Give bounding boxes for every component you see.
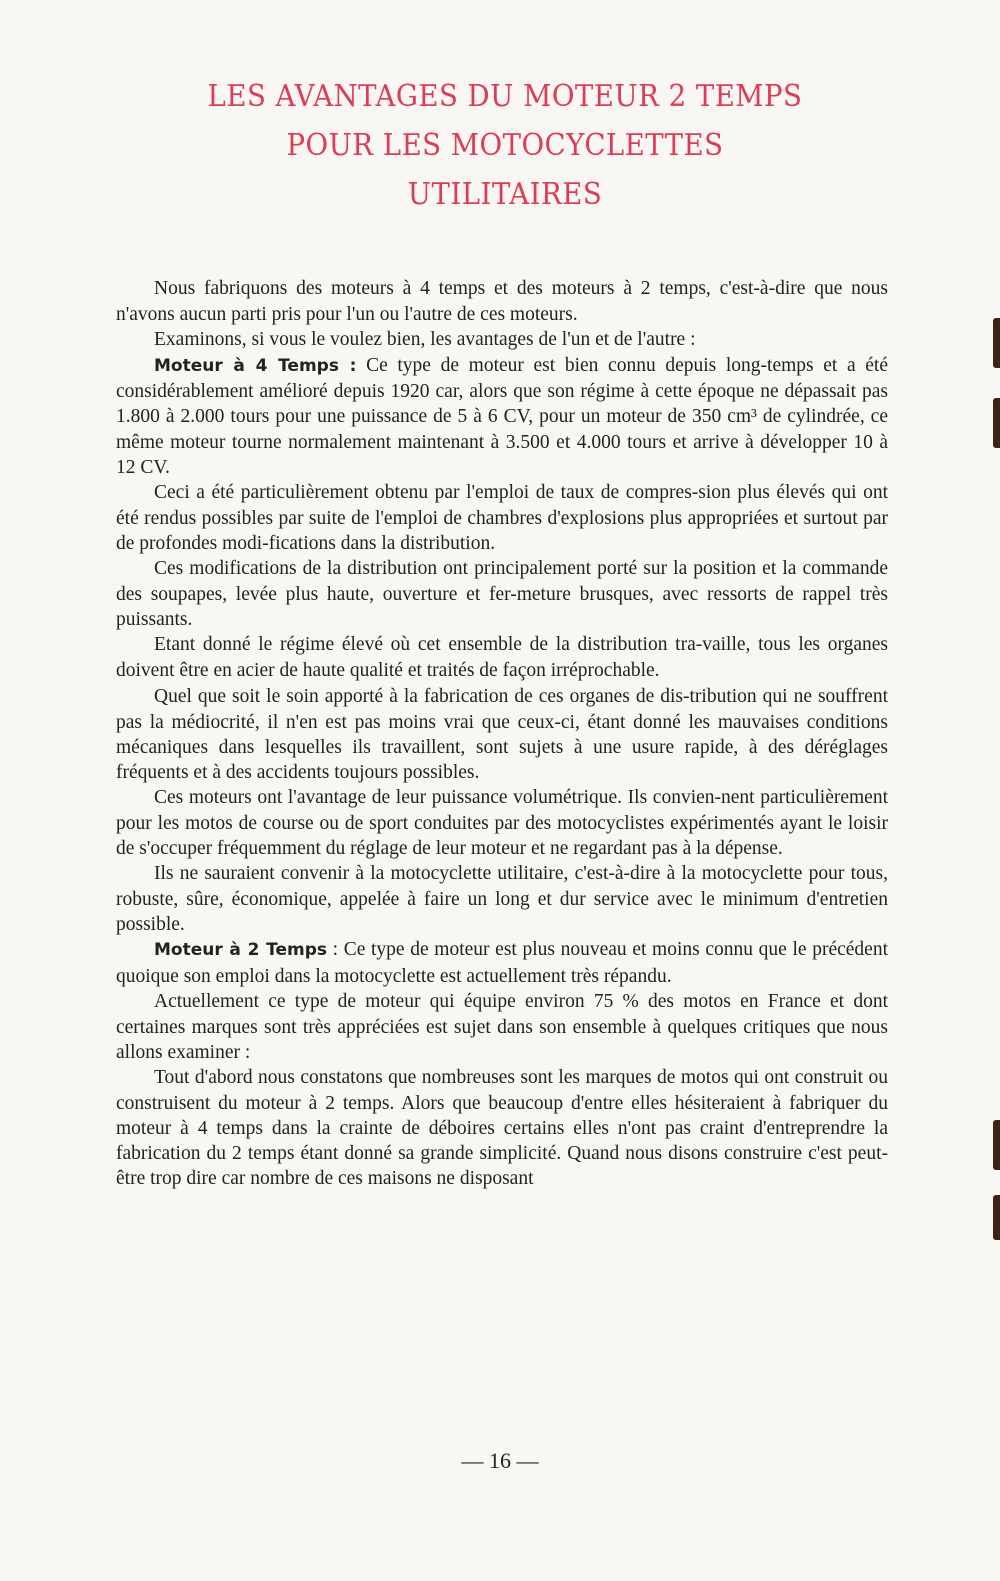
paragraph-text: Ces modifications de la distribution ont principalement porté sur la position et la commande des soupapes, levée plus haute, ouverture et fer-meture brusques, avec ressorts de rappel très puissants.: [116, 558, 888, 631]
paragraph-two-stroke: [116, 937, 888, 988]
paragraph-text: Quel que soit le soin apporté à la fabrication de ces organes de dis-tribution qui ne souffrent pas la médiocrité, il n'en est pas moins vrai que ceux-ci, étant donné les mauvaises conditions mécaniques dans lesquelles ils travaillent, sont sujets à une usure rapide, à des déréglages fréquents et à des accidents toujours possibles.: [116, 685, 888, 783]
page-number: — 16 —: [461, 1448, 539, 1473]
page-title: [132, 72, 877, 219]
paragraph: [116, 556, 888, 632]
binding-edge-mark: [993, 398, 1000, 448]
paragraph-text: Ils ne sauraient convenir à la motocyclette utilitaire, c'est-à-dire à la motocyclette pour tous, robuste, sûre, économique, appelée à faire un long et dur service avec le minimum d'entretien possible.: [116, 863, 888, 936]
paragraph-text: Tout d'abord nous constatons que nombreuses sont les marques de motos qui ont construit ou construisent du moteur à 2 temps. Alors que beaucoup d'entre elles hésiteraient à fabriquer du moteur à 4 temps dans la crainte de déboires certains elles n'ont pas craint d'entreprendre la fabrication du 2 temps étant donné sa grande simplicité. Quand nous disons construire c'est peut-être trop dire car nombre de ces maisons ne disposant: [116, 1066, 888, 1190]
binding-edge-mark: [993, 318, 1000, 368]
binding-edge-mark: [993, 1120, 1000, 1170]
paragraph-four-stroke: [116, 353, 888, 479]
paragraph: [116, 480, 888, 556]
section-lead-two-stroke: Moteur à 2 Temps: [154, 940, 327, 961]
paragraph: [116, 632, 888, 683]
paragraph-text: Ce type de moteur est bien connu depuis long-temps et a été considérablement amélioré depuis 1920 car, alors que son régime à cette époque ne dépassait pas 1.800 à 2.000 tours pour une puissance de 5 à 6 CV, pour un moteur de 350 cm³ de cylindrée, ce même moteur tourne normalement maintenant à 3.500 et 4.000 tours et arrive à développer 10 à 12 CV.: [116, 355, 888, 478]
paragraph-text: Etant donné le régime élevé où cet ensemble de la distribution tra-vaille, tous les organes doivent être en acier de haute qualité et traités de façon irréprochable.: [116, 634, 888, 682]
paragraph-text: : Ce type de moteur est plus nouveau et moins connu que le précédent quoique son emploi dans la motocyclette est actuellement très répandu.: [116, 939, 888, 987]
paragraph: [116, 785, 888, 861]
title-line-3: UTILITAIRES: [407, 177, 603, 212]
title-line-2: POUR LES MOTOCYCLETTES: [286, 128, 724, 163]
paragraph-text: Ceci a été particulièrement obtenu par l'emploi de taux de compres-sion plus élevés qui ont été rendus possibles par suite de l'emploi de chambres d'explosions plus appropriées et surtout par de profondes modi-fications dans la distribution.: [116, 481, 888, 554]
paragraph: [116, 327, 888, 353]
paragraph: [116, 1065, 888, 1191]
paragraph-text: Nous fabriquons des moteurs à 4 temps et des moteurs à 2 temps, c'est-à-dire que nous n'avons aucun parti pris pour l'un ou l'autre de ces moteurs.: [116, 278, 888, 326]
binding-edge-mark: [993, 1195, 1000, 1240]
paragraph-text: Actuellement ce type de moteur qui équipe environ 75 % des motos en France et dont certaines marques sont très appréciées est sujet dans son ensemble à quelques critiques que nous allons examiner :: [116, 990, 888, 1063]
paragraph-text: Ces moteurs ont l'avantage de leur puissance volumétrique. Ils convien-nent particulièrement pour les motos de course ou de sport conduites par des motocyclistes expérimentés ayant le loisir de s'occuper fréquemment du réglage de leur moteur et ne regardant pas à la dépense.: [116, 786, 888, 860]
paragraph-text: Examinons, si vous le voulez bien, les avantages de l'un et de l'autre :: [154, 329, 696, 351]
paragraph: [116, 989, 888, 1065]
body-text: [116, 276, 888, 1191]
section-lead-four-stroke: Moteur à 4 Temps :: [154, 356, 357, 377]
paragraph: [116, 276, 888, 327]
paragraph: [116, 684, 888, 785]
paragraph: [116, 861, 888, 937]
title-line-1: LES AVANTAGES DU MOTEUR 2 TEMPS: [207, 79, 803, 114]
